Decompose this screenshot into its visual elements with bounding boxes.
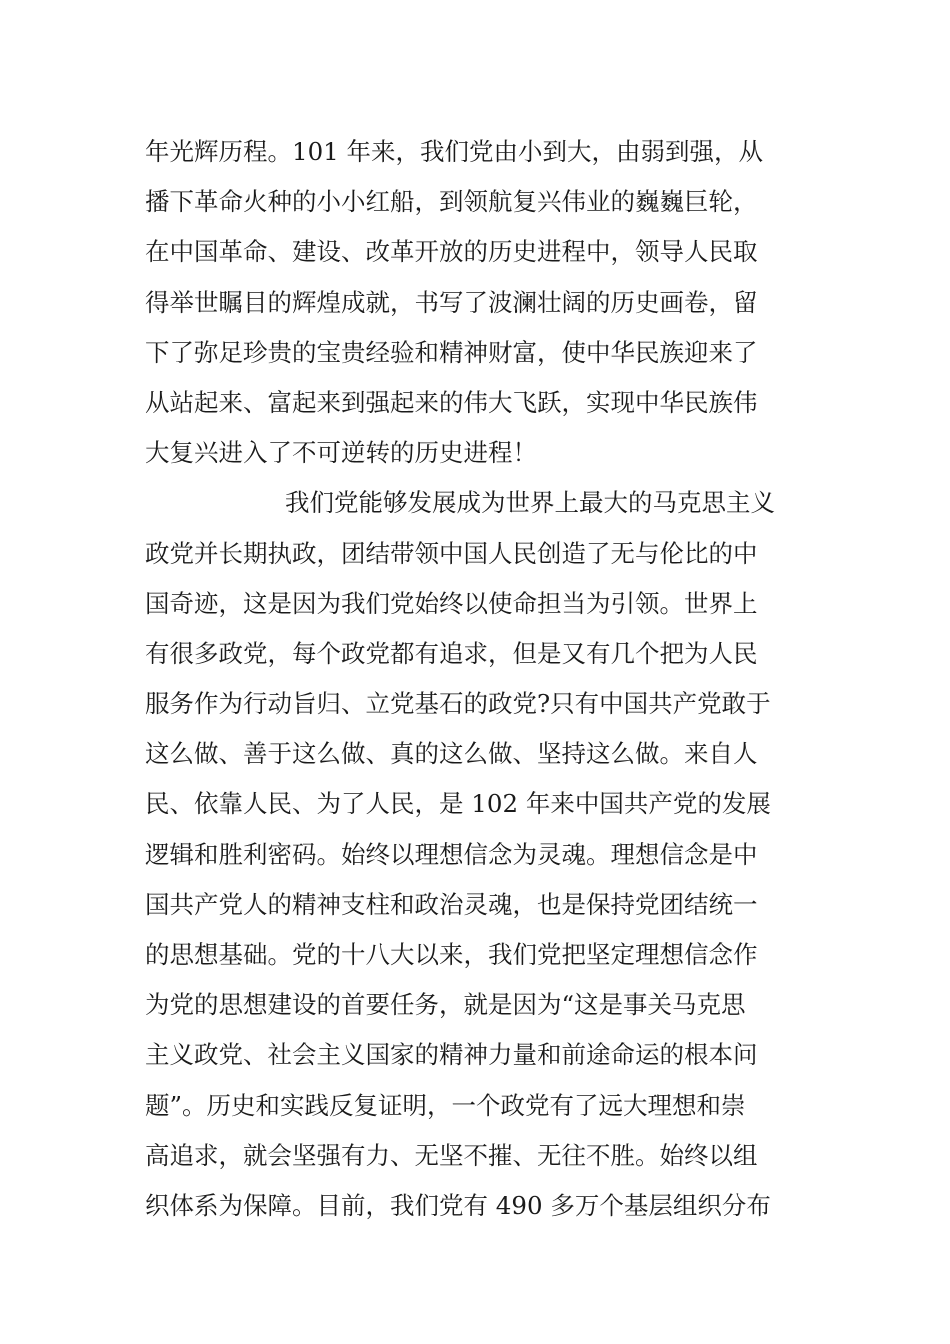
text-line: 在中国革命、建设、改革开放的历史进程中，领导人民取 — [145, 237, 758, 267]
text-line: 主义政党、社会主义国家的精神力量和前途命运的根本问 — [145, 1040, 758, 1070]
text-line: 政党并长期执政，团结带领中国人民创造了无与伦比的中 — [145, 538, 758, 568]
text-line: 有很多政党，每个政党都有追求，但是又有几个把为人民 — [145, 638, 758, 668]
text-line: 我们党能够发展成为世界上最大的马克思主义 — [285, 488, 775, 518]
text-line: 大复兴进入了不可逆转的历史进程！ — [145, 438, 537, 468]
text-line: 国共产党人的精神支柱和政治灵魂，也是保持党团结统一 — [145, 889, 758, 919]
text-line: 民、依靠人民、为了人民，是 102 年来中国共产党的发展 — [145, 789, 771, 819]
paragraph-2 — [145, 478, 810, 1231]
text-line: 得举世瞩目的辉煌成就，书写了波澜壮阔的历史画卷，留 — [145, 287, 758, 317]
text-line: 的思想基础。党的十八大以来，我们党把坚定理想信念作 — [145, 940, 758, 969]
text-line: 为党的思想建设的首要任务，就是因为“这是事关马克思 — [145, 990, 746, 1020]
paragraph-1 — [145, 127, 810, 478]
text-line: 服务作为行动旨归、立党基石的政党?只有中国共产党敢于 — [145, 689, 771, 719]
text-line: 这么做、善于这么做、真的这么做、坚持这么做。来自人 — [145, 739, 758, 769]
text-line: 播下革命火种的小小红船，到领航复兴伟业的巍巍巨轮， — [145, 187, 758, 217]
body-text — [145, 127, 810, 1231]
text-line: 高追求，就会坚强有力、无坚不摧、无往不胜。始终以组 — [145, 1140, 758, 1170]
text-line: 从站起来、富起来到强起来的伟大飞跃，实现中华民族伟 — [145, 387, 758, 417]
text-line: 下了弥足珍贵的宝贵经验和精神财富，使中华民族迎来了 — [145, 337, 758, 367]
text-line: 织体系为保障。目前，我们党有 490 多万个基层组织分布 — [145, 1190, 771, 1220]
text-line: 年光辉历程。101 年来，我们党由小到大，由弱到强，从 — [145, 137, 764, 166]
text-line: 题”。历史和实践反复证明，一个政党有了远大理想和崇 — [145, 1090, 746, 1120]
text-line: 逻辑和胜利密码。始终以理想信念为灵魂。理想信念是中 — [145, 839, 758, 869]
text-line: 国奇迹，这是因为我们党始终以使命担当为引领。世界上 — [145, 588, 758, 618]
